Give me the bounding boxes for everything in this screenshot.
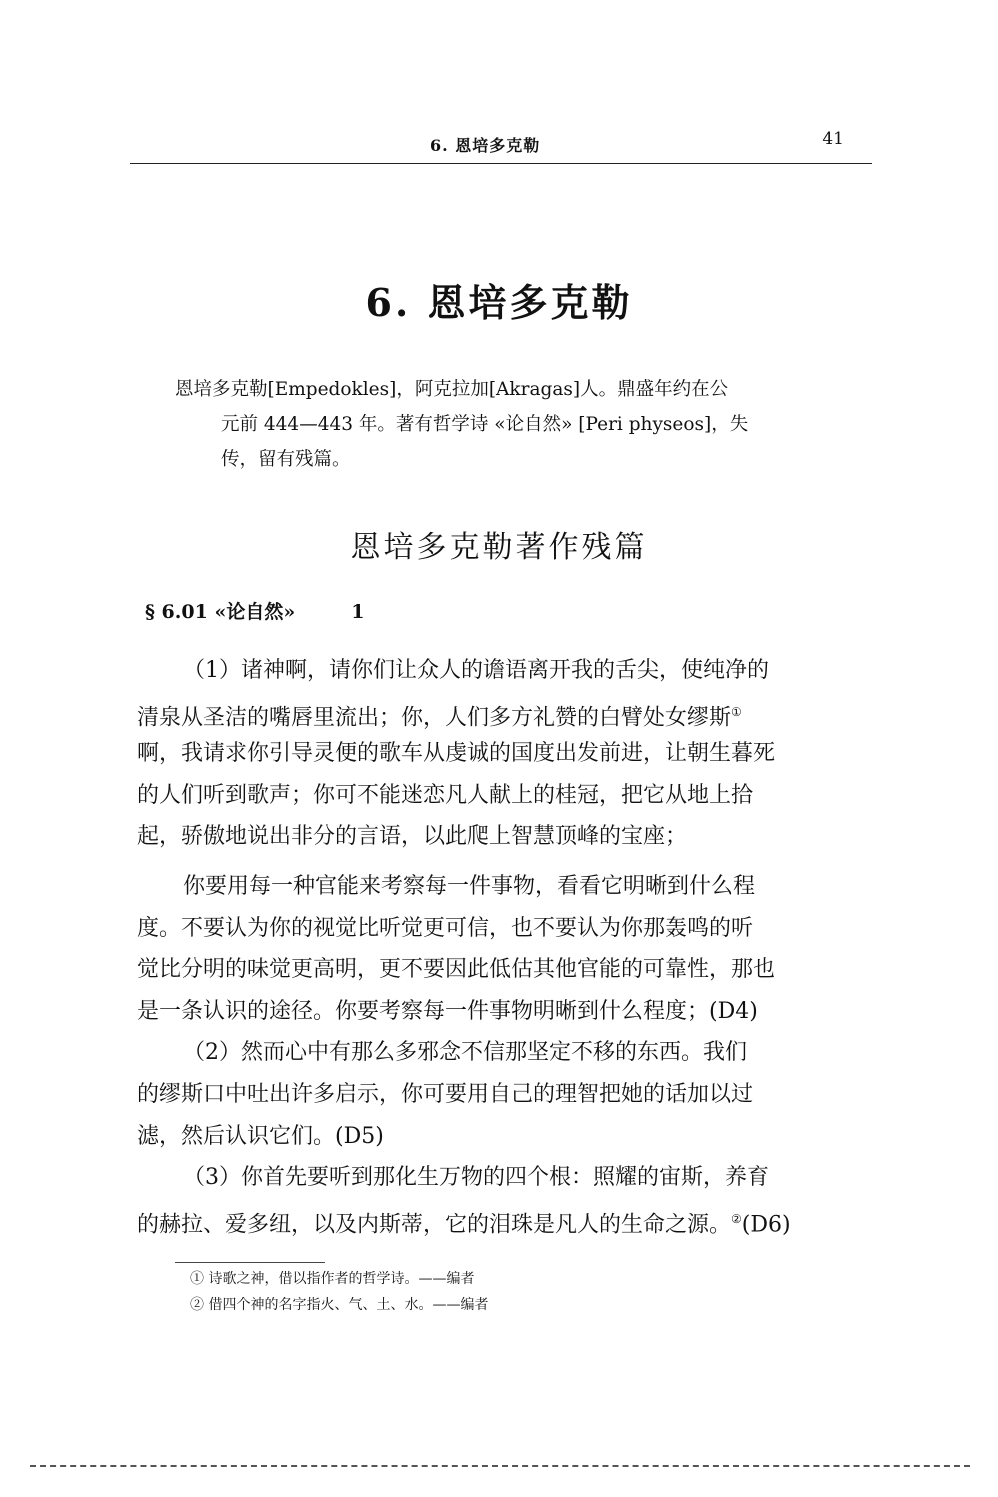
page-number: 41 — [822, 129, 844, 149]
header-rule — [130, 163, 872, 164]
intro-line: 元前 444—443 年。著有哲学诗 «论自然» [Peri physeos]，失 — [221, 414, 749, 435]
subsection-heading — [145, 597, 364, 624]
text-line: 的人们听到歌声；你可不能迷恋凡人献上的桂冠，把它从地上拾 — [137, 782, 754, 808]
intro-line: 传，留有残篇。 — [221, 449, 351, 470]
fragment-text — [137, 650, 889, 1240]
text-line: 的缪斯口中吐出许多启示，你可要用自己的理智把她的话加以过 — [137, 1081, 754, 1107]
text-line: 你要用每一种官能来考察每一件事物，看看它明晰到什么程 — [183, 873, 756, 899]
text-line — [137, 692, 889, 734]
footnote-2: ② 借四个神的名字指火、气、土、水。——编者 — [190, 1297, 489, 1313]
text-line: （1）诸神啊，请你们让众人的谵语离开我的舌尖，使纯净的 — [183, 658, 769, 683]
page-bottom-edge — [30, 1465, 970, 1467]
footnotes — [190, 1266, 488, 1318]
intro-line: 恩培多克勒[Empedokles]，阿克拉加[Akragas]人。鼎盛年约在公 — [175, 379, 729, 400]
text-line: （3）你首先要听到那化生万物的四个根：照耀的宙斯，养育 — [183, 1165, 769, 1191]
running-header — [130, 129, 872, 163]
footnote-ref: ① — [731, 704, 742, 719]
text-line: 是一条认识的途径。你要考察每一件事物明晰到什么程度；(D4) — [137, 998, 758, 1024]
author-intro — [175, 372, 845, 477]
text-line: 滤，然后认识它们。(D5) — [137, 1123, 384, 1149]
chapter-title: 6. 恩培多克勒 — [365, 280, 633, 325]
text-line: （2）然而心中有那么多邪念不信那坚定不移的东西。我们 — [183, 1040, 747, 1066]
footnote-ref: ② — [731, 1211, 742, 1226]
running-header-title: 6. 恩培多克勒 — [430, 136, 541, 155]
footnote-rule — [175, 1262, 325, 1263]
text-line: 觉比分明的味觉更高明，更不要因此低估其他官能的可靠性，那也 — [137, 957, 776, 983]
diels-ref: (D6) — [741, 1212, 791, 1238]
text-line-content: 清泉从圣洁的嘴唇里流出；你，人们多方礼赞的白臂处女缪斯 — [137, 704, 732, 730]
text-line: 起，骄傲地说出非分的言语，以此爬上智慧顶峰的宝座； — [137, 824, 688, 850]
text-line — [137, 1199, 889, 1241]
subsection-number: 1 — [351, 601, 365, 623]
section-title: 恩培多克勒著作残篇 — [350, 530, 648, 565]
subsection-label: § 6.01 «论自然» — [145, 601, 296, 623]
footnote-1: ① 诗歌之神，借以指作者的哲学诗。——编者 — [190, 1271, 475, 1287]
text-line: 度。不要认为你的视觉比听觉更可信，也不要认为你那轰鸣的听 — [137, 915, 754, 941]
text-line: 啊，我请求你引导灵便的歌车从虔诚的国度出发前进，让朝生暮死 — [137, 741, 776, 767]
text-line-content: 的赫拉、爱多纽，以及内斯蒂，它的泪珠是凡人的生命之源。 — [137, 1212, 732, 1238]
